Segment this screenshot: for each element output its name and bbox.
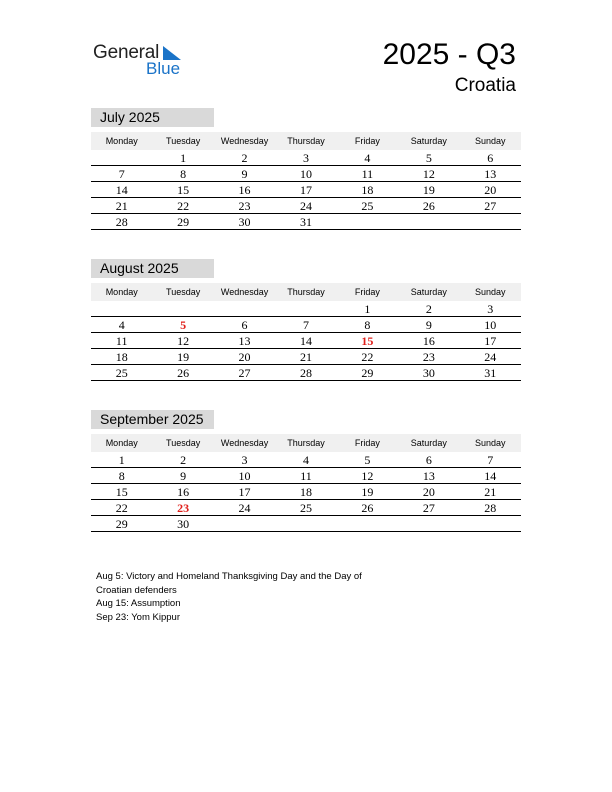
- day-cell: 27: [422, 501, 435, 515]
- day-cell: 27: [238, 366, 251, 380]
- weekday-label: Sunday: [474, 287, 506, 297]
- week-row: [91, 317, 521, 333]
- empty-day-cell: [460, 516, 521, 531]
- month-block-september: [91, 410, 521, 532]
- day-cell: 19: [422, 183, 435, 197]
- day-cell: 8: [180, 167, 187, 181]
- day-cell: 3: [302, 151, 309, 165]
- day-cell: 1: [180, 151, 187, 165]
- day-cell: 10: [484, 318, 497, 332]
- weekday-label: Monday: [105, 438, 138, 448]
- weeks-container: [91, 301, 521, 381]
- day-cell: 8: [364, 318, 371, 332]
- day-cell: 13: [422, 469, 435, 483]
- day-cell: 15: [115, 485, 128, 499]
- weekday-label: Monday: [105, 136, 138, 146]
- day-cell: 24: [238, 501, 251, 515]
- week-row: [91, 214, 521, 230]
- empty-day-cell: [214, 301, 275, 316]
- day-cell: 18: [299, 485, 312, 499]
- day-cell: 17: [299, 183, 312, 197]
- weekday-header-row: [91, 132, 521, 150]
- day-cell: 9: [425, 318, 432, 332]
- day-cell: 11: [115, 334, 128, 348]
- day-cell: 6: [241, 318, 248, 332]
- week-row: [91, 166, 521, 182]
- day-cell: 16: [238, 183, 251, 197]
- day-cell: 13: [238, 334, 251, 348]
- generalblue-logo: [93, 40, 193, 80]
- day-cell: 30: [177, 517, 190, 531]
- holiday-note: Aug 15: Assumption: [96, 598, 181, 609]
- week-row: [91, 150, 521, 166]
- empty-day-cell: [460, 214, 521, 229]
- day-cell: 9: [241, 167, 248, 181]
- day-cell: 4: [302, 453, 309, 467]
- day-cell: 2: [241, 151, 248, 165]
- week-row: [91, 182, 521, 198]
- day-cell: 14: [484, 469, 497, 483]
- logo-text-blue: Blue: [146, 59, 181, 78]
- empty-day-cell: [214, 516, 275, 531]
- day-cell: 12: [177, 334, 190, 348]
- day-cell: 21: [484, 485, 497, 499]
- day-cell: 16: [177, 485, 190, 499]
- day-cell: 24: [484, 350, 497, 364]
- week-row: [91, 365, 521, 381]
- day-cell: 1: [118, 453, 125, 467]
- weekday-label: Saturday: [410, 287, 447, 297]
- country-name: Croatia: [454, 75, 516, 96]
- day-cell: 7: [487, 453, 494, 467]
- weekday-label: Tuesday: [166, 438, 201, 448]
- day-cell: 2: [180, 453, 187, 467]
- empty-day-cell: [275, 301, 336, 316]
- day-cell: 21: [115, 199, 128, 213]
- day-cell: 4: [364, 151, 371, 165]
- day-cell: 12: [361, 469, 374, 483]
- day-cell: 19: [177, 350, 190, 364]
- weeks-container: [91, 452, 521, 532]
- day-cell: 18: [115, 350, 128, 364]
- day-cell: 6: [487, 151, 494, 165]
- weekday-label: Saturday: [410, 136, 447, 146]
- day-cell: 29: [361, 366, 374, 380]
- day-cell: 30: [422, 366, 435, 380]
- day-cell: 3: [241, 453, 248, 467]
- day-cell: 28: [484, 501, 497, 515]
- weekday-label: Tuesday: [166, 287, 201, 297]
- weekday-header-row: [91, 434, 521, 452]
- empty-day-cell: [398, 516, 459, 531]
- day-cell: 20: [238, 350, 251, 364]
- day-cell: 20: [422, 485, 435, 499]
- day-cell: 15: [177, 183, 190, 197]
- empty-day-cell: [337, 214, 398, 229]
- weekday-label: Monday: [105, 287, 138, 297]
- day-cell: 31: [484, 366, 497, 380]
- day-cell: 4: [118, 318, 125, 332]
- day-cell: 16: [422, 334, 435, 348]
- weekday-label: Friday: [354, 287, 380, 297]
- day-cell: 14: [115, 183, 128, 197]
- day-cell: 22: [177, 199, 190, 213]
- month-block-july: [91, 108, 521, 230]
- day-cell: 10: [238, 469, 251, 483]
- empty-day-cell: [275, 516, 336, 531]
- week-row: [91, 484, 521, 500]
- day-cell: 22: [361, 350, 374, 364]
- day-cell: 31: [299, 215, 312, 229]
- month-label: July 2025: [91, 108, 214, 127]
- day-cell: 2: [425, 302, 432, 316]
- day-cell: 12: [422, 167, 435, 181]
- holiday-day-cell: 5: [180, 318, 187, 332]
- page-title: 2025 - Q3: [382, 38, 516, 71]
- weeks-container: [91, 150, 521, 230]
- day-cell: 1: [364, 302, 371, 316]
- weekday-label: Thursday: [287, 287, 325, 297]
- day-cell: 22: [115, 501, 128, 515]
- day-cell: 25: [115, 366, 128, 380]
- logo-text-general: General: [93, 42, 160, 63]
- month-label: August 2025: [91, 259, 214, 278]
- empty-day-cell: [152, 301, 213, 316]
- weekday-label: Tuesday: [166, 136, 201, 146]
- day-cell: 29: [177, 215, 190, 229]
- week-row: [91, 349, 521, 365]
- day-cell: 23: [422, 350, 435, 364]
- day-cell: 5: [425, 151, 432, 165]
- day-cell: 7: [118, 167, 125, 181]
- day-cell: 26: [361, 501, 374, 515]
- day-cell: 25: [299, 501, 312, 515]
- day-cell: 29: [115, 517, 128, 531]
- month-block-august: [91, 259, 521, 381]
- week-row: [91, 333, 521, 349]
- empty-day-cell: [398, 214, 459, 229]
- week-row: [91, 301, 521, 317]
- day-cell: 24: [299, 199, 312, 213]
- day-cell: 28: [115, 215, 128, 229]
- day-cell: 18: [361, 183, 374, 197]
- day-cell: 26: [422, 199, 435, 213]
- day-cell: 5: [364, 453, 371, 467]
- weekday-label: Wednesday: [220, 136, 269, 146]
- weekday-label: Thursday: [287, 136, 325, 146]
- day-cell: 14: [299, 334, 312, 348]
- day-cell: 17: [238, 485, 251, 499]
- day-cell: 30: [238, 215, 251, 229]
- empty-day-cell: [91, 301, 152, 316]
- weekday-label: Wednesday: [220, 438, 269, 448]
- month-label: September 2025: [91, 410, 214, 429]
- day-cell: 27: [484, 199, 497, 213]
- holiday-day-cell: 23: [177, 501, 190, 515]
- day-cell: 6: [425, 453, 432, 467]
- day-cell: 25: [361, 199, 374, 213]
- day-cell: 8: [118, 469, 125, 483]
- day-cell: 11: [300, 469, 312, 483]
- weekday-label: Sunday: [474, 136, 506, 146]
- weekday-label: Friday: [354, 438, 380, 448]
- day-cell: 26: [177, 366, 190, 380]
- holiday-note: Sep 23: Yom Kippur: [96, 611, 180, 623]
- weekday-label: Saturday: [410, 438, 447, 448]
- week-row: [91, 500, 521, 516]
- week-row: [91, 516, 521, 532]
- day-cell: 7: [302, 318, 309, 332]
- day-cell: 11: [361, 167, 374, 181]
- week-row: [91, 468, 521, 484]
- day-cell: 28: [299, 366, 312, 380]
- weekday-label: Sunday: [474, 438, 506, 448]
- weekday-header-row: [91, 283, 521, 301]
- weekday-label: Thursday: [287, 438, 325, 448]
- day-cell: 19: [361, 485, 374, 499]
- day-cell: 21: [299, 350, 312, 364]
- week-row: [91, 198, 521, 214]
- day-cell: 23: [238, 199, 251, 213]
- weekday-label: Friday: [354, 136, 380, 146]
- day-cell: 3: [487, 302, 494, 316]
- empty-day-cell: [337, 516, 398, 531]
- empty-day-cell: [91, 150, 152, 165]
- day-cell: 13: [484, 167, 497, 181]
- week-row: [91, 452, 521, 468]
- day-cell: 17: [484, 334, 497, 348]
- weekday-label: Wednesday: [220, 287, 269, 297]
- day-cell: 9: [180, 469, 187, 483]
- holiday-day-cell: 15: [361, 334, 374, 348]
- day-cell: 20: [484, 183, 497, 197]
- holiday-note: Aug 5: Victory and Homeland Thanksgiving Day and the Day of Croatian defenders: [96, 571, 362, 596]
- holiday-notes: [96, 570, 396, 624]
- day-cell: 10: [299, 167, 312, 181]
